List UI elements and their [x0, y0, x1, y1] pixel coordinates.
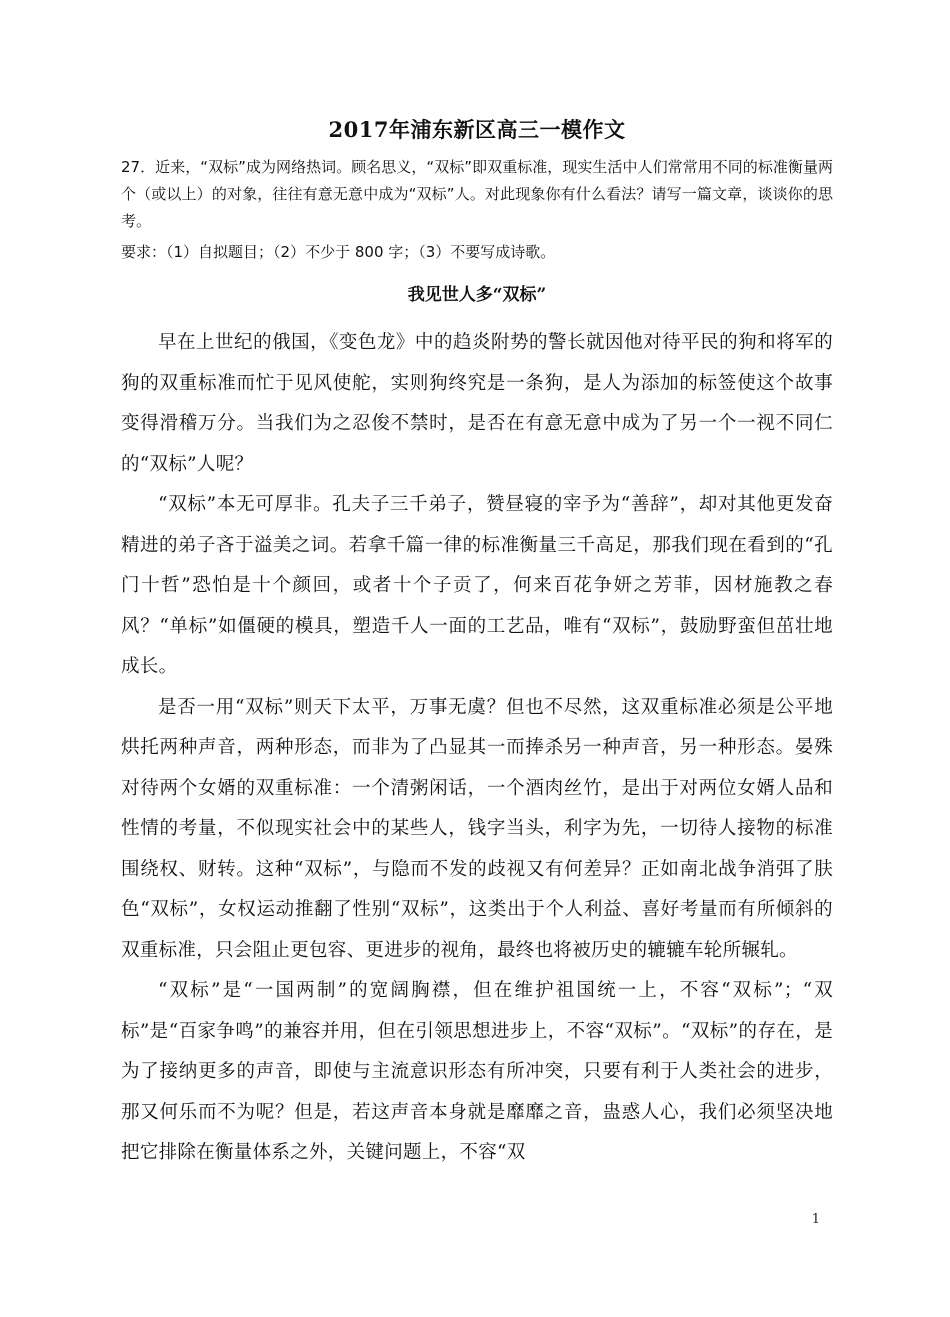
essay-requirements: 要求：（1）自拟题目；（2）不少于 800 字；（3）不要写成诗歌。 [121, 243, 556, 261]
document-title: 2017年浦东新区高三一模作文 [328, 117, 626, 142]
essay-paragraph: 是否一用“双标”则天下太平，万事无虞？但也不尽然，这双重标准必须是公平地烘托两种声音，两种形态，而非为了凸显其一而捧杀另一种声音，另一种形态。晏殊对待两个女婿的双重标准：一个清粥闲话，一个酒肉丝竹，是出于对两位女婿人品和性情的考量，不似现实社会中的某些人，钱字当头，利字为先，一切待人接物的标准围绕权、财转。这种“双标”，与隐而不发的歧视又有何差异？正如南北战争消弭了肤色“双标”，女权运动推翻了性别“双标”，这类出于个人利益、喜好考量而有所倾斜的双重标准，只会阻止更包容、更进步的视角，最终也将被历史的辘辘车轮所辗轧。 [121, 696, 833, 961]
essay-title: 我见世人多“双标” [407, 285, 547, 305]
essay-prompt: 27．近来，“双标”成为网络热词。顾名思义，“双标”即双重标准，现实生活中人们常常用不同的标准衡量两个（或以上）的对象，往往有意无意中成为“双标”人。对此现象你有什么看法？请写一篇文章，谈谈你的思考。 [121, 158, 834, 230]
page-number: 1 [811, 1212, 820, 1227]
page-content [121, 113, 833, 1174]
essay-paragraph: 早在上世纪的俄国，《变色龙》中的趋炎附势的警长就因他对待平民的狗和将军的狗的双重标准而忙于见风使舵，实则狗终究是一条狗，是人为添加的标签使这个故事变得滑稽万分。当我们为之忍俊不禁时，是否在有意无意中成为了另一个一视不同仁的“双标”人呢？ [121, 332, 833, 475]
essay-paragraph: “双标”本无可厚非。孔夫子三千弟子，赞昼寝的宰予为“善辞”，却对其他更发奋精进的弟子吝于溢美之词。若拿千篇一律的标准衡量三千高足，那我们现在看到的“孔门十哲”恐怕是十个颜回，或者十个子贡了，何来百花争妍之芳菲，因材施教之春风？“单标”如僵硬的模具，塑造千人一面的工艺品，唯有“双标”，鼓励野蛮但茁壮地成长。 [121, 494, 833, 677]
essay-paragraph: “双标”是“一国两制”的宽阔胸襟，但在维护祖国统一上，不容“双标”；“双标”是“百家争鸣”的兼容并用，但在引领思想进步上，不容“双标”。“双标”的存在，是为了接纳更多的声音，即使与主流意识形态有所冲突，只要有利于人类社会的进步，那又何乐而不为呢？但是，若这声音本身就是靡靡之音，蛊惑人心，我们必须坚决地把它排除在衡量体系之外，关键问题上，不容“双 [121, 980, 833, 1163]
